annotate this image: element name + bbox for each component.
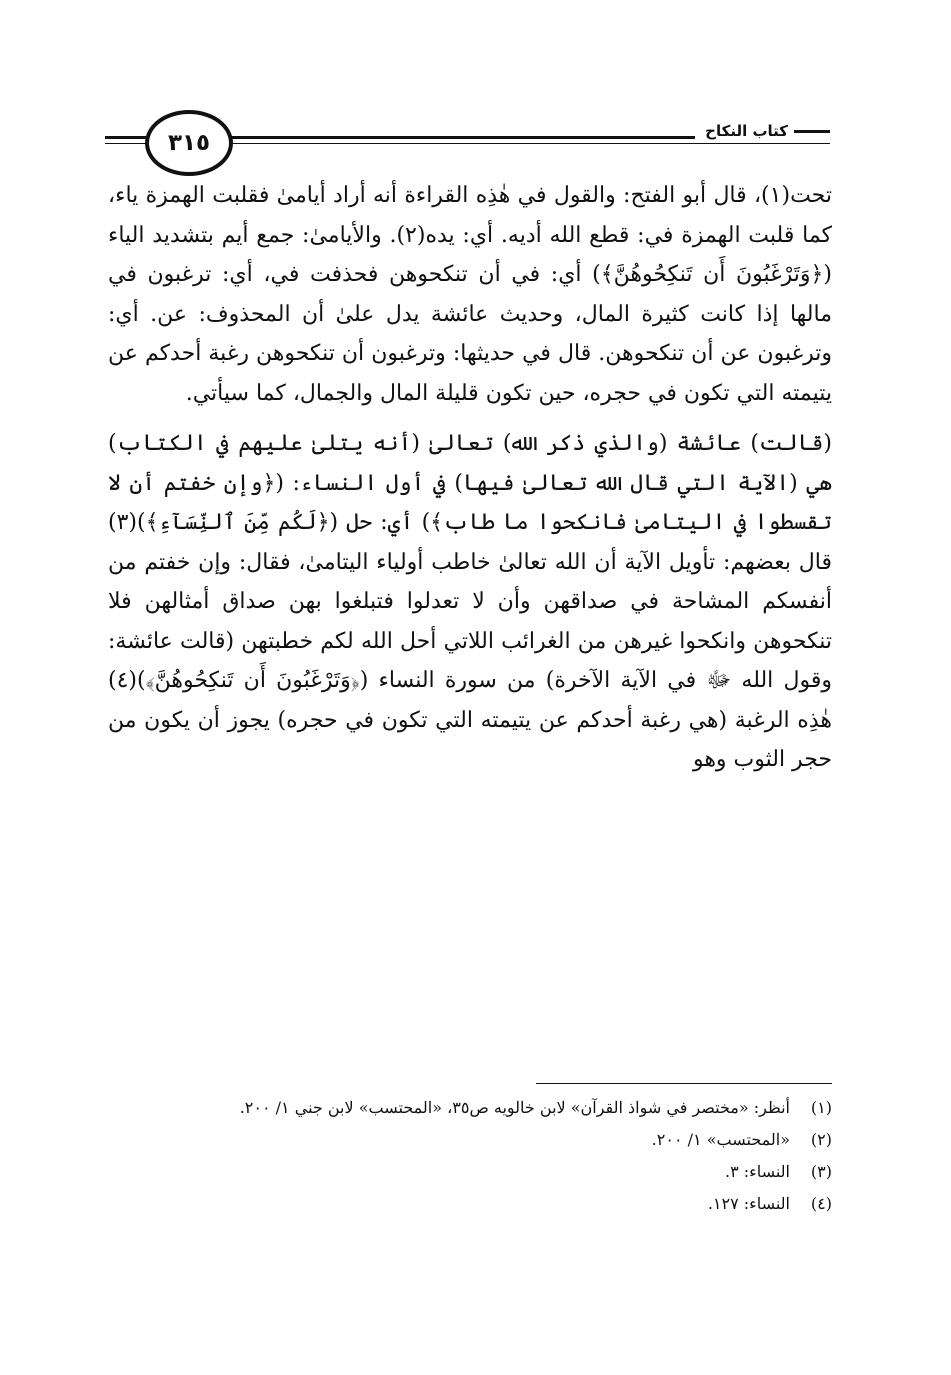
paragraph-1: تحت(١)، قال أبو الفتح: والقول في هٰذِه القراءة أنه أراد أيامىٰ فقلبت الهمزة ياء، كما قلبت الهمزة في: قطع الله أديه. أي: يده(٢). والأيامىٰ: جمع أيم بتشديد الياء (﴿وَتَرْغَبُونَ أَن تَنكِحُوهُنَّ﴾) أي: في أن تنكحوهن فحذفت في، أي: ترغبون في مالها إذا كانت كثيرة المال، وحديث عائشة يدل علىٰ أن المحذوف: عن. أي: وترغبون عن أن تنكحوهن. قال في حديثها: وترغبون أن تنكحوهن رغبة أحدكم عن يتيمته التي تكون في حجره، حين تكون قليلة المال والجمال، كما سيأتي. (108, 183, 833, 406)
title-dash (794, 130, 830, 133)
footnote (108, 1124, 832, 1156)
footnote-separator (536, 1083, 832, 1084)
page-number: ٣١٥ (167, 130, 211, 156)
footnote-number: (١) (810, 1098, 832, 1117)
footnote-text: أنظر: «مختصر في شواذ القرآن» لابن خالويه ص٣٥، «المحتسب» لابن جني ١/ ٢٠٠. (239, 1098, 790, 1117)
footnote-text: «المحتسب» ١/ ٢٠٠. (651, 1130, 790, 1149)
footnote-number: (٣) (810, 1162, 832, 1181)
footnote-number: (٢) (810, 1130, 832, 1149)
footnote-text: النساء: ٣. (725, 1162, 790, 1181)
footnote (108, 1156, 832, 1188)
footnote-text: النساء: ١٢٧. (707, 1194, 790, 1213)
main-text (108, 176, 832, 780)
header-rule-thin (215, 143, 830, 144)
page-header (105, 108, 830, 174)
footnote (108, 1092, 832, 1124)
footnotes (108, 1092, 832, 1220)
chapter-title-wrap (695, 122, 830, 140)
page-number-badge (145, 110, 233, 176)
paragraph-2: (قالت) عائشة (والذي ذكر الله) تعالىٰ (أنه يتلىٰ عليهم في الكتاب) هي (الآية التي قال الله تعالىٰ فيها) في أول النساء: (﴿وإن خفتم أن لا تقسطوا في اليتامىٰ فانكحوا ما طاب﴾) أي: حل (﴿لَكُم مِّنَ ٱلنِّسَآءِ﴾)(٣) قال بعضهم: تأويل الآية أن الله تعالىٰ خاطب أولياء اليتامىٰ، فقال: وإن خفتم من أنفسكم المشاحة في صداقهن وأن لا تعدلوا فتبلغوا بهن صداق أمثالهن فلا تنكحوهن وانكحوا غيرهن من الغرائب اللاتي أحل الله لكم خطبتهن (قالت عائشة: وقول الله ﷻ في الآية الآخرة) من سورة النساء (﴿وَتَرْغَبُونَ أَن تَنكِحُوهُنَّ﴾)(٤) هٰذِه الرغبة (هي رغبة أحدكم عن يتيمته التي تكون في حجره) يجوز أن يكون من حجر الثوب وهو (108, 431, 832, 772)
chapter-title: كتاب النكاح (705, 122, 788, 140)
footnote-number: (٤) (810, 1194, 832, 1213)
footnote (108, 1188, 832, 1220)
